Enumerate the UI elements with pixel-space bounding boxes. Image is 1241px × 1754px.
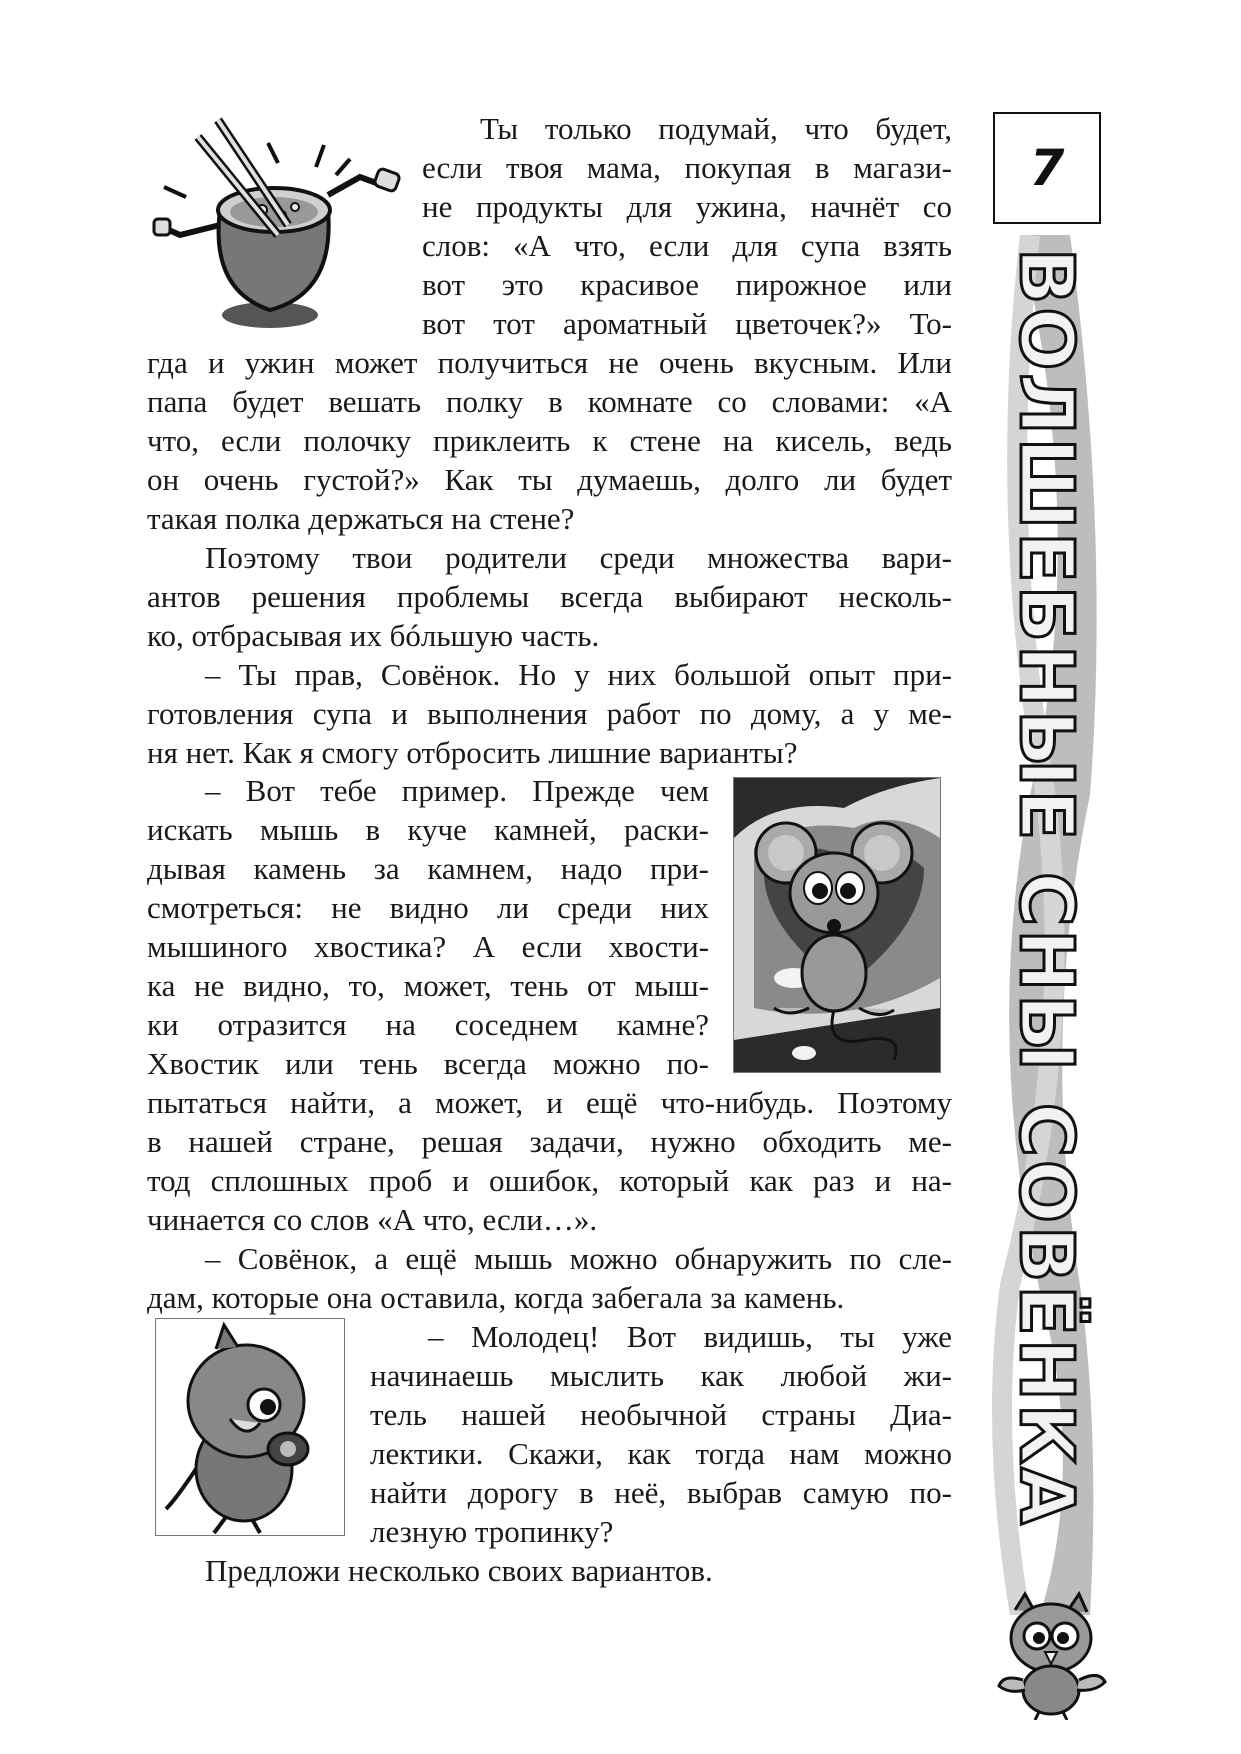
- owl-illustration: [155, 1318, 345, 1536]
- soup-pot-illustration: [150, 115, 405, 335]
- text-line: дам, которые она оставила, когда забегала за камень.: [147, 1280, 845, 1315]
- text-line: тель нашей необычной страны Диа-: [370, 1397, 952, 1432]
- text-line: готовления супа и выполнения работ по дому, а у ме-: [147, 696, 952, 731]
- text-line: мышиного хвостика? А если хвости-: [147, 929, 709, 964]
- text-line: Хвостик или тень всегда можно по-: [147, 1046, 709, 1081]
- text-line: что, если полочку приклеить к стене на кисель, ведь: [147, 423, 952, 458]
- text-line: Ты только подумай, что будет,: [480, 111, 952, 146]
- text-line: лектики. Скажи, как тогда нам можно: [370, 1436, 952, 1471]
- text-line: дывая камень за камнем, надо при-: [147, 851, 709, 886]
- text-line: начинаешь мыслить как любой жи-: [370, 1358, 952, 1393]
- paragraph-1a: [422, 109, 952, 343]
- page-number: 7: [1029, 139, 1065, 197]
- text-line: Поэтому твои родители среди множества вари-: [205, 540, 952, 575]
- text-line: если твоя мама, покупая в магази-: [422, 150, 952, 185]
- text-line: ня нет. Как я смогу отбросить лишние варианты?: [147, 735, 798, 770]
- text-line: – Вот тебе пример. Прежде чем: [205, 773, 709, 808]
- text-line: гда и ужин может получиться не очень вкусным. Или: [147, 345, 952, 380]
- text-line: найти дорогу в неё, выбрав самую по-: [370, 1475, 952, 1510]
- text-line: в нашей стране, решая задачи, нужно обходить ме-: [147, 1124, 952, 1159]
- paragraph-2: [147, 538, 952, 655]
- text-line: пытаться найти, а может, и ещё что-нибудь. Поэтому: [147, 1085, 952, 1120]
- text-line: не продукты для ужина, начнёт со: [422, 189, 952, 224]
- text-line: папа будет вешать полку в комнате со словами: «А: [147, 384, 952, 419]
- paragraph-4a: [147, 771, 709, 1083]
- paragraph-5: [147, 1239, 952, 1317]
- text-line: – Совёнок, а ещё мышь можно обнаружить по сле-: [205, 1241, 952, 1276]
- paragraph-6: [370, 1317, 952, 1551]
- text-line: ка не видно, то, может, тень от мыш-: [147, 968, 709, 1003]
- text-line: слов: «А что, если для супа взять: [422, 228, 952, 263]
- text-line: он очень густой?» Как ты думаешь, долго ли будет: [147, 462, 952, 497]
- paragraph-1b: [147, 343, 952, 538]
- paragraph-7: [147, 1551, 952, 1590]
- text-line: лезную тропинку?: [370, 1514, 614, 1549]
- text-line: антов решения проблемы всегда выбирают несколь-: [147, 579, 952, 614]
- text-line: Предложи несколько своих вариантов.: [205, 1553, 713, 1588]
- text-line: ки отразится на соседнем камне?: [147, 1007, 709, 1042]
- text-line: такая полка держаться на стене?: [147, 501, 575, 536]
- text-line: вот тот ароматный цветочек?» То-: [422, 306, 952, 341]
- paragraph-3: [147, 655, 952, 772]
- text-line: смотреться: не видно ли среди них: [147, 890, 709, 925]
- text-line: чинается со слов «А что, если…».: [147, 1202, 598, 1237]
- paragraph-4b: [147, 1083, 952, 1239]
- text-line: вот это красивое пирожное или: [422, 267, 952, 302]
- owl-mascot-icon: [995, 1590, 1110, 1720]
- text-line: искать мышь в куче камней, раски-: [147, 812, 709, 847]
- text-line: тод сплошных проб и ошибок, который как раз и на-: [147, 1163, 952, 1198]
- text-line: – Молодец! Вот видишь, ты уже: [428, 1319, 952, 1354]
- mouse-illustration: [733, 777, 941, 1073]
- side-title: ВОЛШЕБНЫЕ СНЫ СОВЁНКА: [1003, 248, 1089, 1528]
- page-number-box: [993, 112, 1101, 224]
- text-line: ко, отбрасывая их бóльшую часть.: [147, 618, 600, 653]
- text-line: – Ты прав, Совёнок. Но у них большой опыт при-: [205, 657, 952, 692]
